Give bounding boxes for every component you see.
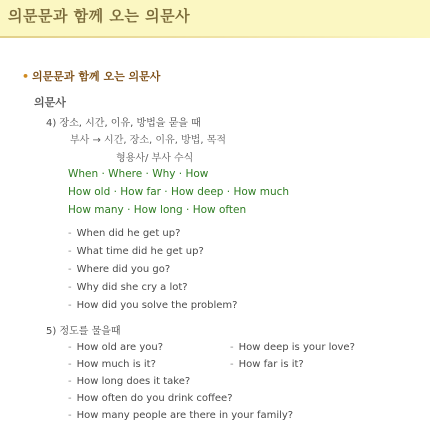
example-item xyxy=(230,359,304,370)
subheading: 의문사 xyxy=(34,96,66,109)
dash-icon: - xyxy=(68,246,72,257)
example-item xyxy=(230,342,355,353)
example-item xyxy=(68,282,188,293)
example-text: How much is it? xyxy=(76,359,156,370)
item-4-line-3: 형용사/ 부사 수식 xyxy=(116,153,194,164)
example-text: How many people are there in your family? xyxy=(76,410,294,421)
example-item xyxy=(68,300,237,311)
item-5-number: 5) xyxy=(46,326,57,337)
item-4-text: 장소, 시간, 이유, 방법을 묻을 때 xyxy=(59,118,201,129)
question-words-line: How old · How far · How deep · How much xyxy=(68,186,290,198)
section-title-text: 의문문과 함께 오는 의문사 xyxy=(32,70,161,83)
example-text: How deep is your love? xyxy=(238,342,355,353)
question-words-line: How many · How long · How often xyxy=(68,204,247,216)
example-item xyxy=(68,228,180,239)
example-item xyxy=(68,410,293,421)
example-item xyxy=(68,376,190,387)
item-5-heading xyxy=(46,322,121,337)
dash-icon: - xyxy=(68,359,72,370)
dash-icon: - xyxy=(68,376,72,387)
example-item xyxy=(68,246,204,257)
example-item xyxy=(68,393,233,404)
section-title xyxy=(22,68,160,84)
example-text: How often do you drink coffee? xyxy=(76,393,233,404)
dash-icon: - xyxy=(230,342,234,353)
header-divider xyxy=(0,36,430,38)
item-5-text: 정도를 물을때 xyxy=(59,326,121,337)
example-text: When did he get up? xyxy=(76,228,181,239)
example-item xyxy=(68,264,170,275)
dash-icon: - xyxy=(230,359,234,370)
dash-icon: - xyxy=(68,410,72,421)
example-text: Why did she cry a lot? xyxy=(76,282,188,293)
dash-icon: - xyxy=(68,300,72,311)
example-text: How did you solve the problem? xyxy=(76,300,238,311)
item-4-line-2: 부사 → 시간, 장소, 이유, 방법, 목적 xyxy=(70,135,227,146)
bullet-icon: • xyxy=(22,70,30,83)
dash-icon: - xyxy=(68,393,72,404)
example-text: How old are you? xyxy=(76,342,164,353)
dash-icon: - xyxy=(68,264,72,275)
dash-icon: - xyxy=(68,342,72,353)
page-title: 의문문과 함께 오는 의문사 xyxy=(8,7,191,25)
item-4-heading xyxy=(46,114,201,129)
example-item xyxy=(68,359,156,370)
example-text: What time did he get up? xyxy=(76,246,204,257)
example-text: How long does it take? xyxy=(76,376,191,387)
example-item xyxy=(68,342,163,353)
example-text: How far is it? xyxy=(238,359,304,370)
dash-icon: - xyxy=(68,228,72,239)
question-words-line: When · Where · Why · How xyxy=(68,168,209,180)
example-text: Where did you go? xyxy=(76,264,171,275)
item-4-number: 4) xyxy=(46,118,57,129)
dash-icon: - xyxy=(68,282,72,293)
